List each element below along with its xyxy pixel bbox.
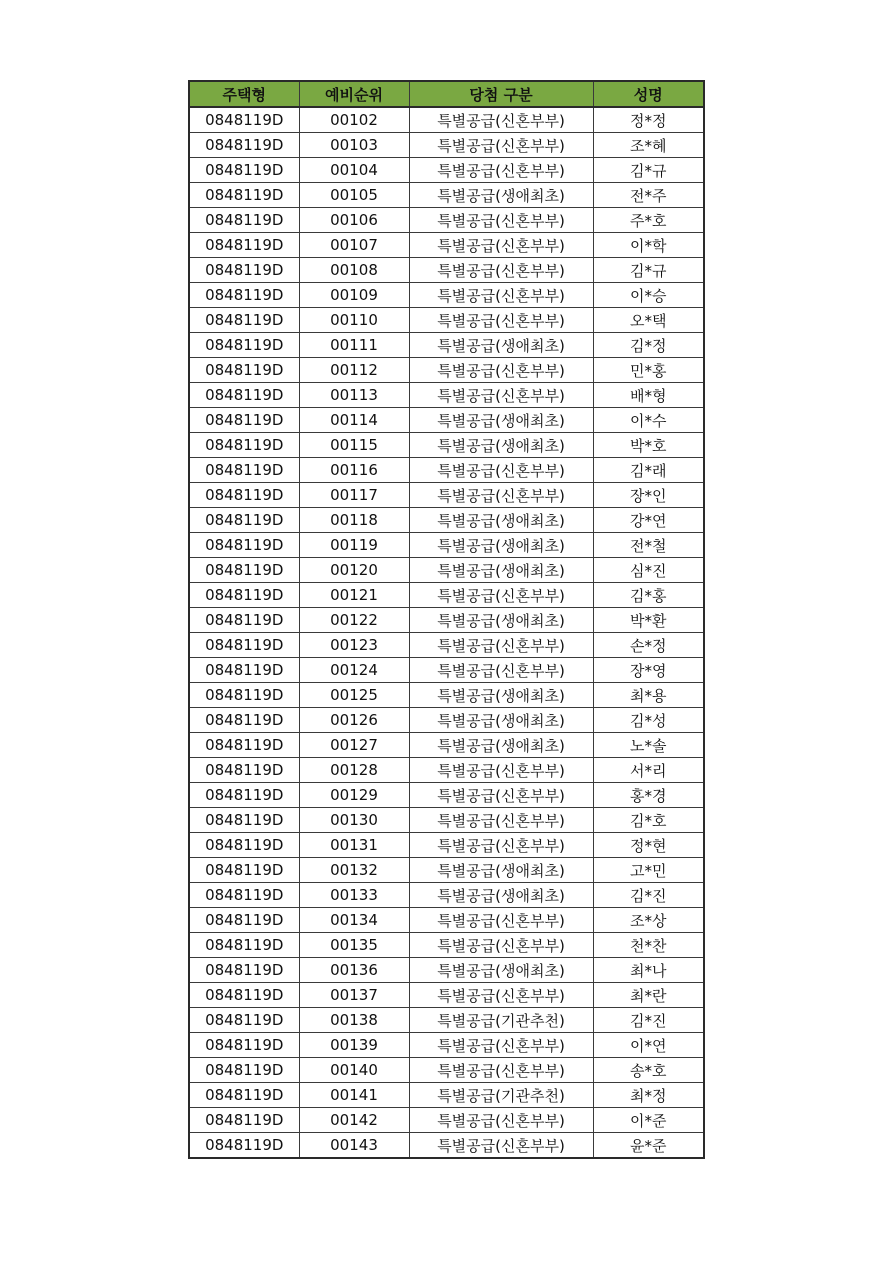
- table-row: [189, 1083, 704, 1108]
- cell-housing-type: 0848119D: [189, 283, 299, 308]
- cell-reserve-rank: 00124: [299, 658, 409, 683]
- cell-reserve-rank: 00112: [299, 358, 409, 383]
- cell-housing-type: 0848119D: [189, 933, 299, 958]
- table-row: [189, 358, 704, 383]
- table-row: [189, 983, 704, 1008]
- cell-housing-type: 0848119D: [189, 258, 299, 283]
- cell-housing-type: 0848119D: [189, 883, 299, 908]
- cell-reserve-rank: 00137: [299, 983, 409, 1008]
- table-row: [189, 758, 704, 783]
- cell-name: 김*홍: [593, 583, 704, 608]
- cell-housing-type: 0848119D: [189, 107, 299, 133]
- cell-win-category: 특별공급(신혼부부): [409, 583, 593, 608]
- cell-reserve-rank: 00113: [299, 383, 409, 408]
- cell-reserve-rank: 00119: [299, 533, 409, 558]
- cell-name: 민*홍: [593, 358, 704, 383]
- header-name: 성명: [593, 81, 704, 107]
- cell-reserve-rank: 00129: [299, 783, 409, 808]
- cell-reserve-rank: 00105: [299, 183, 409, 208]
- cell-housing-type: 0848119D: [189, 333, 299, 358]
- cell-reserve-rank: 00116: [299, 458, 409, 483]
- cell-name: 최*란: [593, 983, 704, 1008]
- table-row: [189, 1133, 704, 1159]
- cell-win-category: 특별공급(신혼부부): [409, 1108, 593, 1133]
- table-row: [189, 633, 704, 658]
- cell-name: 손*정: [593, 633, 704, 658]
- cell-win-category: 특별공급(생애최초): [409, 708, 593, 733]
- cell-win-category: 특별공급(생애최초): [409, 733, 593, 758]
- table-header: [189, 81, 704, 107]
- cell-housing-type: 0848119D: [189, 433, 299, 458]
- cell-win-category: 특별공급(생애최초): [409, 433, 593, 458]
- cell-housing-type: 0848119D: [189, 1133, 299, 1159]
- table-row: [189, 658, 704, 683]
- cell-housing-type: 0848119D: [189, 1058, 299, 1083]
- table-row: [189, 458, 704, 483]
- cell-name: 서*리: [593, 758, 704, 783]
- cell-name: 이*준: [593, 1108, 704, 1133]
- cell-win-category: 특별공급(신혼부부): [409, 308, 593, 333]
- cell-win-category: 특별공급(신혼부부): [409, 258, 593, 283]
- cell-name: 이*수: [593, 408, 704, 433]
- cell-reserve-rank: 00127: [299, 733, 409, 758]
- cell-win-category: 특별공급(생애최초): [409, 408, 593, 433]
- cell-name: 전*주: [593, 183, 704, 208]
- header-housing-type: 주택형: [189, 81, 299, 107]
- cell-reserve-rank: 00104: [299, 158, 409, 183]
- cell-housing-type: 0848119D: [189, 858, 299, 883]
- cell-reserve-rank: 00103: [299, 133, 409, 158]
- cell-housing-type: 0848119D: [189, 958, 299, 983]
- table-row: [189, 708, 704, 733]
- table-row: [189, 733, 704, 758]
- cell-housing-type: 0848119D: [189, 683, 299, 708]
- cell-reserve-rank: 00131: [299, 833, 409, 858]
- cell-name: 윤*준: [593, 1133, 704, 1159]
- cell-name: 이*승: [593, 283, 704, 308]
- cell-win-category: 특별공급(기관추천): [409, 1083, 593, 1108]
- cell-name: 김*규: [593, 158, 704, 183]
- table-row: [189, 483, 704, 508]
- table-row: [189, 583, 704, 608]
- cell-reserve-rank: 00110: [299, 308, 409, 333]
- table-row: [189, 1058, 704, 1083]
- cell-name: 김*호: [593, 808, 704, 833]
- cell-name: 전*철: [593, 533, 704, 558]
- cell-reserve-rank: 00136: [299, 958, 409, 983]
- cell-name: 김*진: [593, 1008, 704, 1033]
- cell-name: 장*영: [593, 658, 704, 683]
- table-row: [189, 558, 704, 583]
- cell-name: 송*호: [593, 1058, 704, 1083]
- cell-housing-type: 0848119D: [189, 408, 299, 433]
- table-row: [189, 883, 704, 908]
- cell-name: 이*연: [593, 1033, 704, 1058]
- cell-name: 박*환: [593, 608, 704, 633]
- cell-win-category: 특별공급(신혼부부): [409, 908, 593, 933]
- table-row: [189, 233, 704, 258]
- cell-win-category: 특별공급(신혼부부): [409, 107, 593, 133]
- cell-name: 이*학: [593, 233, 704, 258]
- table-row: [189, 533, 704, 558]
- cell-win-category: 특별공급(생애최초): [409, 858, 593, 883]
- table-row: [189, 107, 704, 133]
- cell-win-category: 특별공급(신혼부부): [409, 158, 593, 183]
- cell-name: 오*택: [593, 308, 704, 333]
- cell-housing-type: 0848119D: [189, 533, 299, 558]
- header-win-category: 당첨 구분: [409, 81, 593, 107]
- cell-name: 김*성: [593, 708, 704, 733]
- cell-reserve-rank: 00111: [299, 333, 409, 358]
- cell-reserve-rank: 00140: [299, 1058, 409, 1083]
- cell-reserve-rank: 00141: [299, 1083, 409, 1108]
- cell-win-category: 특별공급(신혼부부): [409, 458, 593, 483]
- table-row: [189, 1033, 704, 1058]
- cell-win-category: 특별공급(생애최초): [409, 608, 593, 633]
- cell-reserve-rank: 00114: [299, 408, 409, 433]
- cell-housing-type: 0848119D: [189, 558, 299, 583]
- cell-name: 김*정: [593, 333, 704, 358]
- cell-reserve-rank: 00123: [299, 633, 409, 658]
- cell-reserve-rank: 00139: [299, 1033, 409, 1058]
- cell-win-category: 특별공급(신혼부부): [409, 808, 593, 833]
- cell-housing-type: 0848119D: [189, 733, 299, 758]
- cell-housing-type: 0848119D: [189, 783, 299, 808]
- cell-reserve-rank: 00115: [299, 433, 409, 458]
- cell-win-category: 특별공급(신혼부부): [409, 783, 593, 808]
- cell-reserve-rank: 00122: [299, 608, 409, 633]
- winners-table: [188, 80, 705, 1159]
- table-row: [189, 958, 704, 983]
- cell-win-category: 특별공급(신혼부부): [409, 233, 593, 258]
- cell-housing-type: 0848119D: [189, 233, 299, 258]
- cell-name: 김*래: [593, 458, 704, 483]
- cell-housing-type: 0848119D: [189, 608, 299, 633]
- cell-housing-type: 0848119D: [189, 1008, 299, 1033]
- cell-name: 조*상: [593, 908, 704, 933]
- cell-win-category: 특별공급(신혼부부): [409, 133, 593, 158]
- table-row: [189, 833, 704, 858]
- cell-reserve-rank: 00120: [299, 558, 409, 583]
- cell-housing-type: 0848119D: [189, 358, 299, 383]
- cell-name: 최*정: [593, 1083, 704, 1108]
- cell-win-category: 특별공급(생애최초): [409, 508, 593, 533]
- cell-housing-type: 0848119D: [189, 308, 299, 333]
- cell-win-category: 특별공급(신혼부부): [409, 483, 593, 508]
- cell-name: 김*규: [593, 258, 704, 283]
- cell-win-category: 특별공급(신혼부부): [409, 633, 593, 658]
- cell-name: 고*민: [593, 858, 704, 883]
- cell-win-category: 특별공급(신혼부부): [409, 358, 593, 383]
- cell-name: 강*연: [593, 508, 704, 533]
- cell-housing-type: 0848119D: [189, 583, 299, 608]
- cell-win-category: 특별공급(생애최초): [409, 558, 593, 583]
- table-row: [189, 408, 704, 433]
- table-row: [189, 608, 704, 633]
- cell-win-category: 특별공급(신혼부부): [409, 1133, 593, 1159]
- cell-housing-type: 0848119D: [189, 833, 299, 858]
- table-row: [189, 1108, 704, 1133]
- cell-reserve-rank: 00133: [299, 883, 409, 908]
- cell-reserve-rank: 00143: [299, 1133, 409, 1159]
- cell-reserve-rank: 00134: [299, 908, 409, 933]
- cell-name: 최*용: [593, 683, 704, 708]
- table-row: [189, 1008, 704, 1033]
- cell-name: 노*솔: [593, 733, 704, 758]
- cell-win-category: 특별공급(신혼부부): [409, 283, 593, 308]
- table-row: [189, 908, 704, 933]
- table-row: [189, 783, 704, 808]
- cell-name: 천*찬: [593, 933, 704, 958]
- cell-name: 정*정: [593, 107, 704, 133]
- table-row: [189, 158, 704, 183]
- cell-reserve-rank: 00117: [299, 483, 409, 508]
- table-row: [189, 208, 704, 233]
- cell-reserve-rank: 00108: [299, 258, 409, 283]
- cell-win-category: 특별공급(신혼부부): [409, 383, 593, 408]
- cell-reserve-rank: 00109: [299, 283, 409, 308]
- table-row: [189, 508, 704, 533]
- cell-win-category: 특별공급(신혼부부): [409, 1033, 593, 1058]
- table-row: [189, 283, 704, 308]
- cell-win-category: 특별공급(생애최초): [409, 683, 593, 708]
- table-row: [189, 183, 704, 208]
- cell-housing-type: 0848119D: [189, 208, 299, 233]
- cell-housing-type: 0848119D: [189, 633, 299, 658]
- cell-reserve-rank: 00106: [299, 208, 409, 233]
- cell-name: 장*인: [593, 483, 704, 508]
- cell-name: 김*진: [593, 883, 704, 908]
- table-row: [189, 133, 704, 158]
- cell-housing-type: 0848119D: [189, 383, 299, 408]
- cell-reserve-rank: 00130: [299, 808, 409, 833]
- cell-reserve-rank: 00118: [299, 508, 409, 533]
- cell-housing-type: 0848119D: [189, 808, 299, 833]
- cell-name: 정*현: [593, 833, 704, 858]
- cell-win-category: 특별공급(생애최초): [409, 533, 593, 558]
- table-row: [189, 683, 704, 708]
- cell-housing-type: 0848119D: [189, 183, 299, 208]
- cell-housing-type: 0848119D: [189, 1108, 299, 1133]
- cell-win-category: 특별공급(생애최초): [409, 183, 593, 208]
- table-row: [189, 383, 704, 408]
- cell-win-category: 특별공급(신혼부부): [409, 1058, 593, 1083]
- cell-reserve-rank: 00126: [299, 708, 409, 733]
- cell-reserve-rank: 00125: [299, 683, 409, 708]
- cell-reserve-rank: 00135: [299, 933, 409, 958]
- cell-win-category: 특별공급(생애최초): [409, 333, 593, 358]
- cell-reserve-rank: 00138: [299, 1008, 409, 1033]
- cell-reserve-rank: 00132: [299, 858, 409, 883]
- cell-housing-type: 0848119D: [189, 508, 299, 533]
- cell-name: 최*나: [593, 958, 704, 983]
- cell-win-category: 특별공급(기관추천): [409, 1008, 593, 1033]
- table-row: [189, 858, 704, 883]
- cell-housing-type: 0848119D: [189, 708, 299, 733]
- cell-housing-type: 0848119D: [189, 133, 299, 158]
- cell-win-category: 특별공급(신혼부부): [409, 658, 593, 683]
- table-body: [189, 107, 704, 1158]
- cell-housing-type: 0848119D: [189, 1033, 299, 1058]
- cell-win-category: 특별공급(신혼부부): [409, 833, 593, 858]
- cell-reserve-rank: 00142: [299, 1108, 409, 1133]
- table-row: [189, 308, 704, 333]
- cell-win-category: 특별공급(신혼부부): [409, 758, 593, 783]
- cell-housing-type: 0848119D: [189, 483, 299, 508]
- table-row: [189, 808, 704, 833]
- table-row: [189, 433, 704, 458]
- cell-housing-type: 0848119D: [189, 758, 299, 783]
- cell-name: 심*진: [593, 558, 704, 583]
- cell-win-category: 특별공급(신혼부부): [409, 208, 593, 233]
- cell-reserve-rank: 00107: [299, 233, 409, 258]
- cell-win-category: 특별공급(신혼부부): [409, 933, 593, 958]
- cell-name: 조*혜: [593, 133, 704, 158]
- cell-housing-type: 0848119D: [189, 158, 299, 183]
- table-row: [189, 933, 704, 958]
- cell-name: 홍*경: [593, 783, 704, 808]
- header-row: [189, 81, 704, 107]
- cell-name: 박*호: [593, 433, 704, 458]
- cell-housing-type: 0848119D: [189, 658, 299, 683]
- cell-name: 주*호: [593, 208, 704, 233]
- cell-housing-type: 0848119D: [189, 458, 299, 483]
- cell-reserve-rank: 00102: [299, 107, 409, 133]
- cell-win-category: 특별공급(생애최초): [409, 883, 593, 908]
- cell-housing-type: 0848119D: [189, 1083, 299, 1108]
- cell-housing-type: 0848119D: [189, 983, 299, 1008]
- header-reserve-rank: 예비순위: [299, 81, 409, 107]
- cell-reserve-rank: 00121: [299, 583, 409, 608]
- table-row: [189, 258, 704, 283]
- cell-win-category: 특별공급(신혼부부): [409, 983, 593, 1008]
- cell-name: 배*형: [593, 383, 704, 408]
- cell-housing-type: 0848119D: [189, 908, 299, 933]
- cell-win-category: 특별공급(생애최초): [409, 958, 593, 983]
- table-row: [189, 333, 704, 358]
- cell-reserve-rank: 00128: [299, 758, 409, 783]
